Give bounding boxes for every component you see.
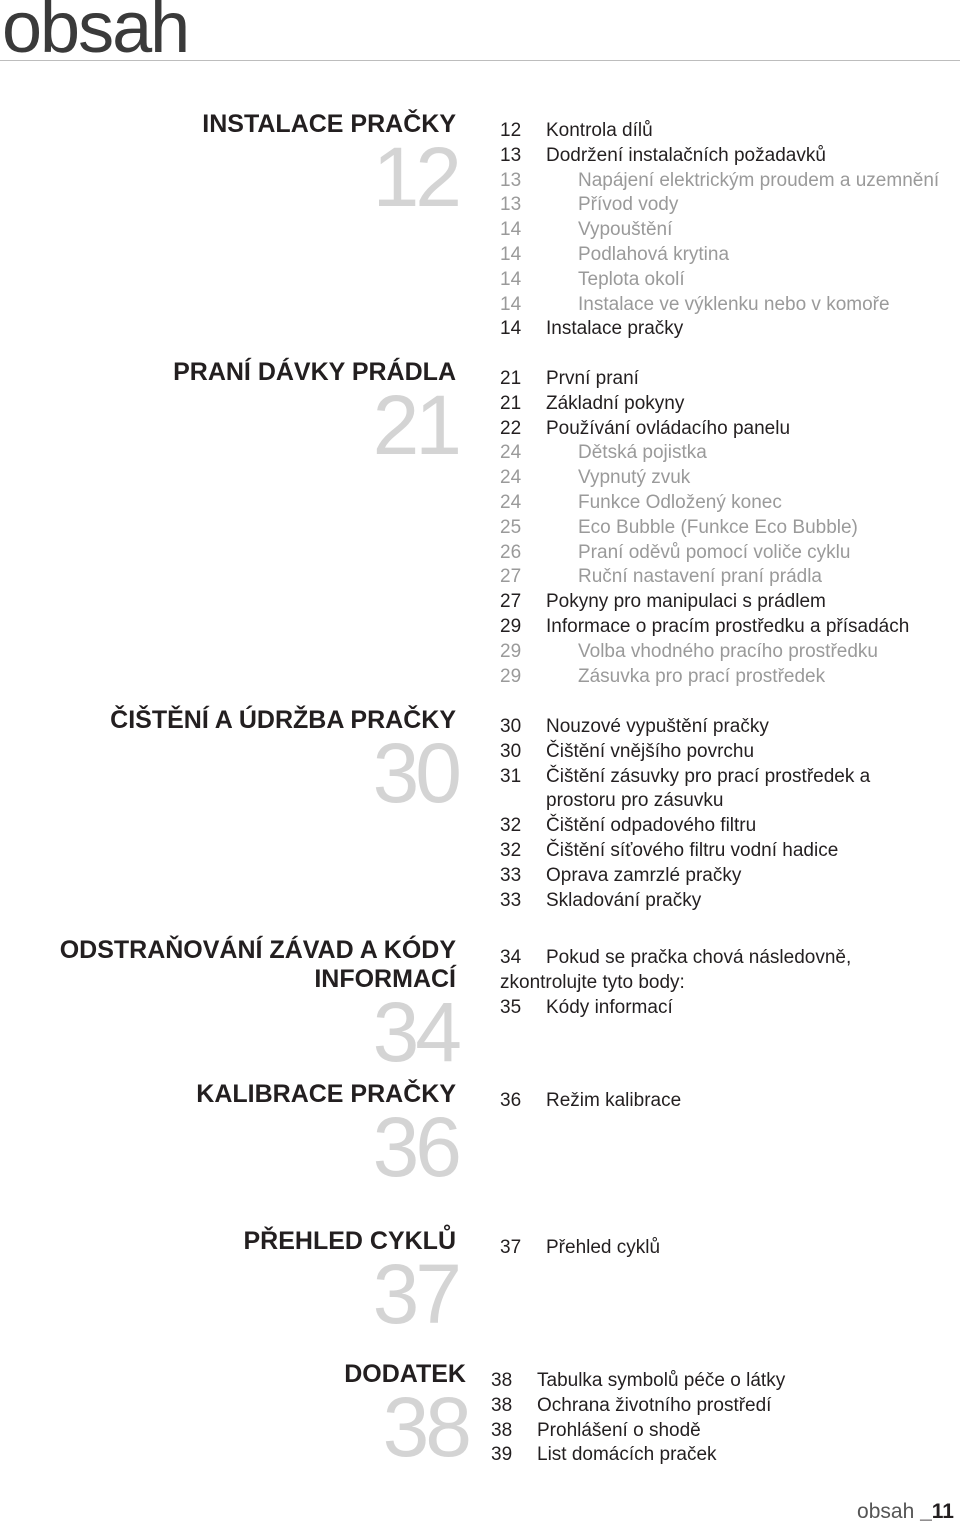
section-heading xyxy=(344,1360,468,1474)
toc-subentry[interactable] xyxy=(500,491,950,516)
entry-label: Ochrana životního prostředí xyxy=(537,1394,772,1416)
entry-page-number: 34 xyxy=(500,947,522,968)
toc-entry[interactable] xyxy=(500,765,950,815)
section-heading xyxy=(196,1080,458,1194)
entry-label: Dodržení instalačních požadavků xyxy=(546,144,826,166)
section-page-number: 36 xyxy=(372,1100,458,1194)
section-page-number: 38 xyxy=(382,1380,468,1474)
section-heading xyxy=(243,1227,458,1341)
section-page-number: 37 xyxy=(372,1247,458,1341)
entry-label: Režim kalibrace xyxy=(546,1090,682,1111)
entry-page-number: 27 xyxy=(500,591,522,613)
entry-page-number: 25 xyxy=(500,516,522,538)
entry-label: Oprava zamrzlé pračky xyxy=(546,864,742,886)
entry-page-number: 14 xyxy=(500,293,522,315)
toc-entry[interactable] xyxy=(500,889,950,914)
section-entries xyxy=(500,1089,950,1114)
entry-page-number: 38 xyxy=(491,1394,513,1416)
entry-label: Vypnutý zvuk xyxy=(578,467,691,489)
toc-subentry[interactable] xyxy=(500,293,950,318)
entry-page-number: 30 xyxy=(500,740,522,762)
toc-entry[interactable] xyxy=(500,715,950,740)
entry-label: Zásuvka pro prací prostředek xyxy=(578,665,826,687)
toc-entry[interactable] xyxy=(491,1419,941,1444)
toc-subentry[interactable] xyxy=(500,640,950,665)
entry-label: Vypouštění xyxy=(578,219,673,241)
toc-subentry[interactable] xyxy=(500,466,950,491)
toc-subentry[interactable] xyxy=(500,243,950,268)
entry-page-number: 39 xyxy=(491,1444,513,1466)
toc-entry[interactable] xyxy=(500,946,950,996)
entry-label: Nouzové vypuštění pračky xyxy=(546,716,769,737)
entry-page-number: 27 xyxy=(500,566,522,588)
entry-page-number: 32 xyxy=(500,815,522,837)
section-title: KALIBRACE PRAČKY xyxy=(196,1080,456,1108)
entry-page-number: 36 xyxy=(500,1090,522,1111)
entry-label: Napájení elektrickým proudem a uzemnění xyxy=(578,169,940,191)
toc-entry[interactable] xyxy=(500,996,950,1021)
entry-page-number: 12 xyxy=(500,120,522,141)
toc-entry[interactable] xyxy=(491,1443,941,1468)
section-heading xyxy=(202,110,458,224)
section-title: DODATEK xyxy=(344,1360,466,1388)
entry-page-number: 14 xyxy=(500,268,522,290)
entry-page-number: 30 xyxy=(500,716,522,737)
entry-label-continuation: prostoru pro zásuvku xyxy=(546,790,724,812)
toc-entry[interactable] xyxy=(500,590,950,615)
entry-page-number: 21 xyxy=(500,368,522,389)
section-entries xyxy=(491,1369,941,1468)
entry-page-number: 14 xyxy=(500,318,522,340)
page-footer xyxy=(857,1500,954,1524)
entry-label: Eco Bubble (Funkce Eco Bubble) xyxy=(578,516,858,538)
toc-subentry[interactable] xyxy=(500,541,950,566)
toc-entry[interactable] xyxy=(500,119,950,144)
entry-page-number: 24 xyxy=(500,491,522,513)
entry-page-number: 38 xyxy=(491,1419,513,1441)
toc-entry[interactable] xyxy=(500,392,950,417)
section-title: PŘEHLED CYKLŮ xyxy=(243,1227,456,1255)
entry-page-number: 29 xyxy=(500,665,522,687)
entry-label: Instalace ve výklenku nebo v komoře xyxy=(578,293,890,315)
toc-entry[interactable] xyxy=(491,1394,941,1419)
toc-entry[interactable] xyxy=(500,1236,950,1261)
entry-page-number: 29 xyxy=(500,640,522,662)
entry-label: Prohlášení o shodě xyxy=(537,1419,701,1441)
entry-page-number: 33 xyxy=(500,889,522,911)
entry-label: Skladování pračky xyxy=(546,889,702,911)
toc-entry[interactable] xyxy=(500,144,950,169)
entry-page-number: 13 xyxy=(500,194,522,216)
toc-entry[interactable] xyxy=(500,839,950,864)
entry-page-number: 24 xyxy=(500,467,522,489)
section-heading xyxy=(173,358,458,472)
entry-label: První praní xyxy=(546,368,639,389)
toc-subentry[interactable] xyxy=(500,268,950,293)
footer-label: obsah xyxy=(857,1500,915,1523)
section-heading xyxy=(110,706,458,820)
section-page-number: 34 xyxy=(372,985,458,1079)
entry-label: Používání ovládacího panelu xyxy=(546,417,791,439)
entry-page-number: 32 xyxy=(500,839,522,861)
entry-page-number: 35 xyxy=(500,996,522,1018)
section-entries xyxy=(500,946,950,1020)
section-page-number: 12 xyxy=(372,130,458,224)
entry-page-number: 29 xyxy=(500,615,522,637)
toc-entry[interactable] xyxy=(500,417,950,442)
entry-label-continuation: zkontrolujte tyto body: xyxy=(500,971,685,993)
entry-page-number: 38 xyxy=(491,1370,513,1391)
section-heading xyxy=(59,936,458,1079)
toc-entry[interactable] xyxy=(491,1369,941,1394)
toc-entry[interactable] xyxy=(500,814,950,839)
section-title: PRANÍ DÁVKY PRÁDLA xyxy=(173,358,456,386)
entry-label: Praní oděvů pomocí voliče cyklu xyxy=(578,541,851,563)
section-title: ODSTRAŇOVÁNÍ ZÁVAD A KÓDY xyxy=(59,936,456,964)
toc-subentry[interactable] xyxy=(500,665,950,690)
toc-entry[interactable] xyxy=(500,1089,950,1114)
section-entries xyxy=(500,715,950,913)
section-title: INFORMACÍ xyxy=(314,965,456,993)
entry-page-number: 21 xyxy=(500,392,522,414)
entry-label: List domácích praček xyxy=(537,1444,717,1466)
section-page-number: 30 xyxy=(372,726,458,820)
entry-label: Čištění odpadového filtru xyxy=(546,815,757,837)
entry-label: Přehled cyklů xyxy=(546,1237,661,1258)
toc-entry[interactable] xyxy=(500,740,950,765)
entry-label: Čištění vnějšího povrchu xyxy=(546,740,755,762)
toc-entry[interactable] xyxy=(500,317,950,342)
entry-page-number: 22 xyxy=(500,417,522,439)
section-entries xyxy=(500,119,950,342)
entry-page-number: 13 xyxy=(500,144,522,166)
entry-label: Podlahová krytina xyxy=(578,243,730,265)
toc-subentry[interactable] xyxy=(500,441,950,466)
entry-page-number: 33 xyxy=(500,864,522,886)
toc-entry[interactable] xyxy=(500,367,950,392)
entry-page-number: 24 xyxy=(500,442,522,464)
entry-label: Instalace pračky xyxy=(546,318,684,340)
toc-subentry[interactable] xyxy=(500,218,950,243)
entry-label: Volba vhodného pracího prostředku xyxy=(578,640,878,662)
entry-label: Tabulka symbolů péče o látky xyxy=(537,1370,786,1391)
entry-label: Čištění zásuvky pro prací prostředek a xyxy=(546,765,871,787)
page-title: obsah xyxy=(2,0,189,68)
entry-label: Kontrola dílů xyxy=(546,120,653,141)
entry-label: Přívod vody xyxy=(578,194,679,216)
section-title: INSTALACE PRAČKY xyxy=(202,110,456,138)
entry-label: Pokud se pračka chová následovně, xyxy=(546,947,852,968)
entry-page-number: 13 xyxy=(500,169,522,191)
toc-subentry[interactable] xyxy=(500,193,950,218)
footer-page-number: _11 xyxy=(920,1500,954,1523)
section-title: ČIŠTĚNÍ A ÚDRŽBA PRAČKY xyxy=(110,706,456,734)
toc-subentry[interactable] xyxy=(500,169,950,194)
section-entries xyxy=(500,1236,950,1261)
section-page-number: 21 xyxy=(372,378,458,472)
entry-page-number: 31 xyxy=(500,765,522,787)
section-entries xyxy=(500,367,950,689)
title-divider xyxy=(0,60,960,61)
entry-page-number: 26 xyxy=(500,541,522,563)
entry-label: Teplota okolí xyxy=(578,268,685,290)
entry-label: Základní pokyny xyxy=(546,392,685,414)
toc-entry[interactable] xyxy=(500,615,950,640)
entry-label: Pokyny pro manipulaci s prádlem xyxy=(546,591,826,613)
entry-page-number: 37 xyxy=(500,1237,522,1258)
entry-page-number: 14 xyxy=(500,243,522,265)
entry-label: Kódy informací xyxy=(546,996,673,1018)
entry-label: Informace o pracím prostředku a přísadách xyxy=(546,615,910,637)
entry-page-number: 14 xyxy=(500,219,522,241)
entry-label: Čištění síťového filtru vodní hadice xyxy=(546,839,839,861)
entry-label: Ruční nastavení praní prádla xyxy=(578,566,822,588)
entry-label: Dětská pojistka xyxy=(578,442,707,464)
toc-subentry[interactable] xyxy=(500,516,950,541)
toc-entry[interactable] xyxy=(500,864,950,889)
toc-subentry[interactable] xyxy=(500,565,950,590)
entry-label: Funkce Odložený konec xyxy=(578,491,782,513)
